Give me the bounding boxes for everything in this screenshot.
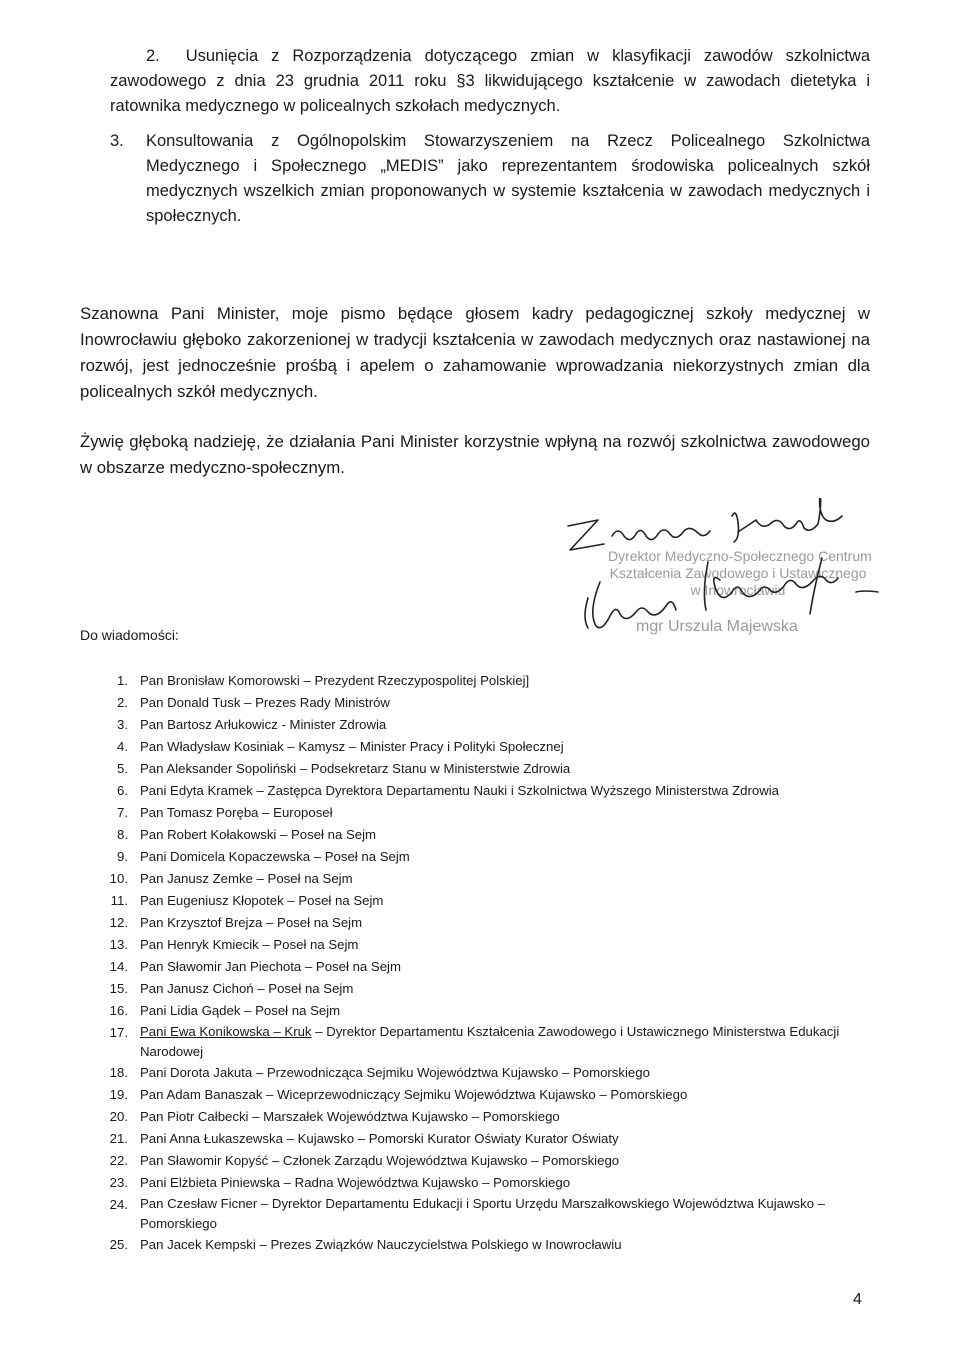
list-item: 19. Pan Adam Banaszak – Wiceprzewodniczący Sejmiku Województwa Kujawsko – Pomorskiego bbox=[109, 1087, 688, 1102]
list-item: 22. Pan Sławomir Kopyść – Członek Zarządu Województwa Kujawsko – Pomorskiego bbox=[109, 1153, 620, 1168]
point-text: Usunięcia z Rozporządzenia dotyczącego zmian w klasyfikacji zawodów szkolnictwa zawodowego z dnia 23 grudnia 2011 roku §3 likwidującego kształcenie w zawodach dietetyka i ratownika medycznego w policealnych szkołach medycznych. bbox=[110, 47, 871, 115]
page-number: 4 bbox=[853, 1291, 862, 1308]
list-item: 15. Pan Janusz Cichoń – Poseł na Sejm bbox=[109, 981, 354, 996]
stamp-line: Kształcenia Zawodowego i Ustawicznego bbox=[609, 565, 867, 581]
list-item: 9. Pani Domicela Kopaczewska – Poseł na Sejm bbox=[117, 849, 410, 864]
list-item: 24. Pan Czesław Ficner – Dyrektor Departamentu Edukacji i Sportu Urzędu Marszałkowskiego Województwa Kujawsko – Pomorskiego bbox=[109, 1196, 826, 1231]
list-item: 14. Pan Sławomir Jan Piechota – Poseł na Sejm bbox=[109, 959, 401, 974]
point-number: 2. bbox=[146, 47, 160, 65]
list-item: 10. Pan Janusz Zemke – Poseł na Sejm bbox=[109, 871, 353, 886]
point-text: Konsultowania z Ogólnopolskim Stowarzyszeniem na Rzecz Policealnego Szkolnictwa Medycznego i Społecznego „MEDIS” jako reprezentantem środowiska policealnych szkół medycznych wszelkich zmian proponowanych w systemie kształcenia w zawodach medycznych i społecznych. bbox=[146, 132, 870, 225]
list-item: 7. Pan Tomasz Poręba – Europoseł bbox=[117, 805, 333, 820]
list-item: 16. Pani Lidia Gądek – Poseł na Sejm bbox=[109, 1003, 341, 1018]
list-item: 1. Pan Bronisław Komorowski – Prezydent Rzeczypospolitej Polskiej] bbox=[117, 673, 530, 688]
list-item: 2. Pan Donald Tusk – Prezes Rady Ministrów bbox=[117, 695, 390, 710]
list-point-3 bbox=[110, 129, 870, 229]
list-item: 3. Pan Bartosz Arłukowicz - Minister Zdrowia bbox=[117, 717, 387, 732]
underlined-name: Pani Ewa Konikowska – Kruk bbox=[140, 1024, 312, 1039]
list-item: 6. Pani Edyta Kramek – Zastępca Dyrektora Departamentu Nauki i Szkolnictwa Wyższego Ministerstwa Zdrowia bbox=[117, 783, 779, 798]
list-item: 20. Pan Piotr Całbecki – Marszałek Województwa Kujawsko – Pomorskiego bbox=[109, 1109, 560, 1124]
list-point-2 bbox=[110, 44, 870, 119]
list-item: 4. Pan Władysław Kosiniak – Kamysz – Minister Pracy i Polityki Społecznej bbox=[117, 739, 564, 754]
list-item: 18. Pani Dorota Jakuta – Przewodnicząca Sejmiku Województwa Kujawsko – Pomorskiego bbox=[109, 1065, 650, 1080]
point-number: 3. bbox=[110, 132, 124, 150]
list-item: 23. Pani Elżbieta Piniewska – Radna Województwa Kujawsko – Pomorskiego bbox=[109, 1175, 571, 1190]
cc-heading: Do wiadomości: bbox=[80, 627, 179, 643]
letter-paragraph: Szanowna Pani Minister, moje pismo będące głosem kadry pedagogicznej szkoły medycznej w Inowrocławiu głęboko zakorzenionej w tradycji kształcenia w zawodach medycznych oraz nastawionej na rozwój, jest jednocześnie prośbą i apelem o zahamowanie wprowadzania niekorzystnych zmian dla policealnych szkół medycznych. bbox=[80, 304, 870, 401]
list-item: 25. Pan Jacek Kempski – Prezes Związków Nauczycielstwa Polskiego w Inowrocławiu bbox=[109, 1237, 622, 1252]
list-item: 8. Pan Robert Kołakowski – Poseł na Sejm bbox=[117, 827, 377, 842]
list-item: 12. Pan Krzysztof Brejza – Poseł na Sejm bbox=[109, 915, 363, 930]
list-item: 5. Pan Aleksander Sopoliński – Podsekretarz Stanu w Ministerstwie Zdrowia bbox=[117, 761, 571, 776]
stamp-line: Dyrektor Medyczno-Społecznego Centrum bbox=[608, 548, 872, 564]
list-item: 21. Pani Anna Łukaszewska – Kujawsko – Pomorski Kurator Oświaty Kurator Oświaty bbox=[109, 1131, 619, 1146]
closing-paragraph: Żywię głęboką nadzieję, że działania Pani Minister korzystnie wpłyną na rozwój szkolnictwa zawodowego w obszarze medyczno-społecznym. bbox=[80, 432, 870, 477]
list-item: 11. Pan Eugeniusz Kłopotek – Poseł na Sejm bbox=[110, 893, 384, 908]
stamp-name: mgr Urszula Majewska bbox=[636, 618, 798, 635]
list-item: 13. Pan Henryk Kmiecik – Poseł na Sejm bbox=[109, 937, 359, 952]
list-item: 17. Pani Ewa Konikowska – Kruk – Dyrektor Departamentu Kształcenia Zawodowego i Ustawicznego Ministerstwa Edukacji Narodowej bbox=[109, 1024, 840, 1059]
recipient-list bbox=[106, 670, 866, 1256]
handwritten-signature bbox=[560, 498, 890, 648]
stamp-line: w Inowrocławiu bbox=[690, 582, 786, 598]
